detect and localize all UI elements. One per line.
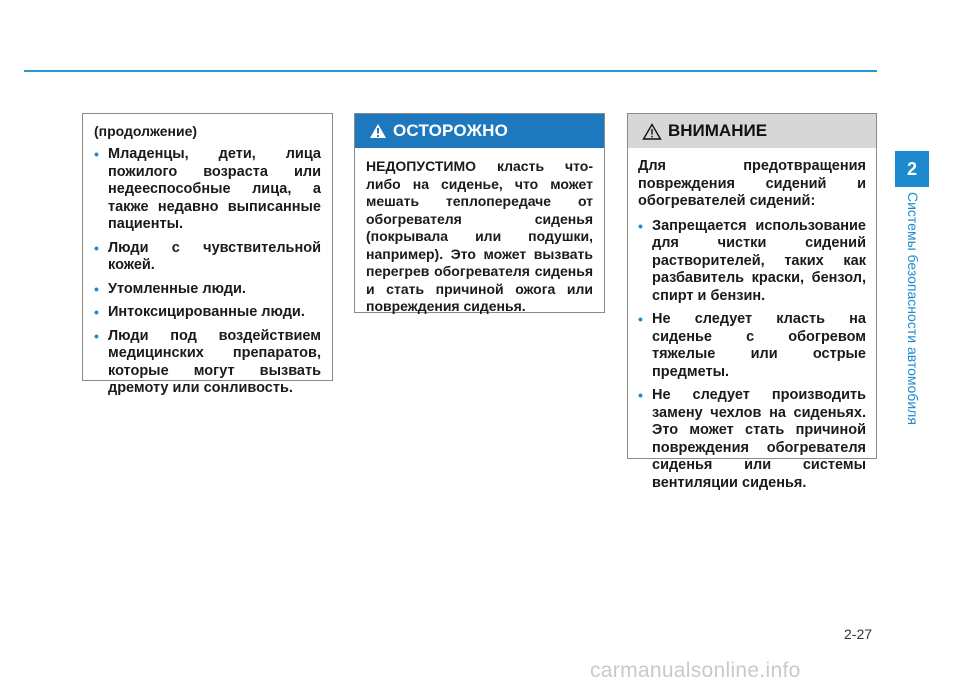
caution-box	[627, 113, 877, 491]
list-item: • Люди под воздействием медицинских препаратов, которые могут вызвать дремоту или сонливость.	[94, 327, 321, 396]
caution-title: ВНИМАНИЕ	[668, 121, 768, 140]
bullet-icon: •	[638, 311, 643, 327]
warning-header	[355, 114, 604, 148]
top-divider	[24, 70, 877, 72]
bullet-icon: •	[94, 280, 99, 297]
warning-triangle-icon	[369, 123, 387, 139]
list-item: • Не следует производить замену чехлов на сиденьях. Это может стать причиной повреждения обогревателя сиденья или системы вентиляции сиденья.	[638, 387, 866, 491]
caution-header	[628, 114, 876, 148]
page-number: 2-27	[844, 626, 873, 642]
caution-intro: Для предотвращения повреждения сидений и обогревателей сидений:	[638, 158, 866, 209]
list-item: • Младенцы, дети, лица пожилого возраста или недееспособные лица, а также недавно выписанные пациенты.	[94, 146, 321, 232]
bullet-icon: •	[638, 217, 643, 234]
watermark: carmanualsonline.info	[590, 659, 801, 682]
bullet-icon: •	[638, 387, 643, 403]
list-item: • Утомленные люди.	[94, 280, 246, 297]
caution-triangle-icon	[642, 123, 662, 140]
list-item: • Не следует класть на сиденье с обогревом тяжелые или острые предметы.	[638, 311, 866, 380]
bullet-icon: •	[94, 327, 99, 344]
continued-list-box	[82, 113, 333, 396]
chapter-badge: 2	[895, 151, 929, 187]
chapter-title: Системы безопасности автомобиля	[905, 192, 921, 425]
list-item: • Запрещается использование для чистки сидений растворителей, таких как разбавитель краски, бензол, спирт и бензин.	[638, 217, 866, 304]
left-bullet-list	[94, 146, 321, 398]
continued-label: (продолжение)	[94, 123, 198, 139]
bullet-icon: •	[94, 146, 99, 162]
bullet-icon: •	[94, 304, 99, 320]
warning-text: НЕДОПУСТИМО класть что-либо на сиденье, что может мешать теплопередаче от обогревателя сиденья (покрывала или подушки, например). Это может вызвать перегрев обогревателя сиденья и стать причиной ожога или повреждения сиденья.	[366, 158, 593, 314]
caution-body	[628, 148, 876, 492]
bullet-icon: •	[94, 239, 99, 256]
warning-box	[354, 113, 605, 313]
caution-bullet-list	[638, 218, 866, 493]
list-item: • Люди с чувствительной кожей.	[94, 239, 321, 273]
warning-title: ОСТОРОЖНО	[393, 121, 509, 140]
list-item: • Интоксицированные люди.	[94, 304, 305, 320]
